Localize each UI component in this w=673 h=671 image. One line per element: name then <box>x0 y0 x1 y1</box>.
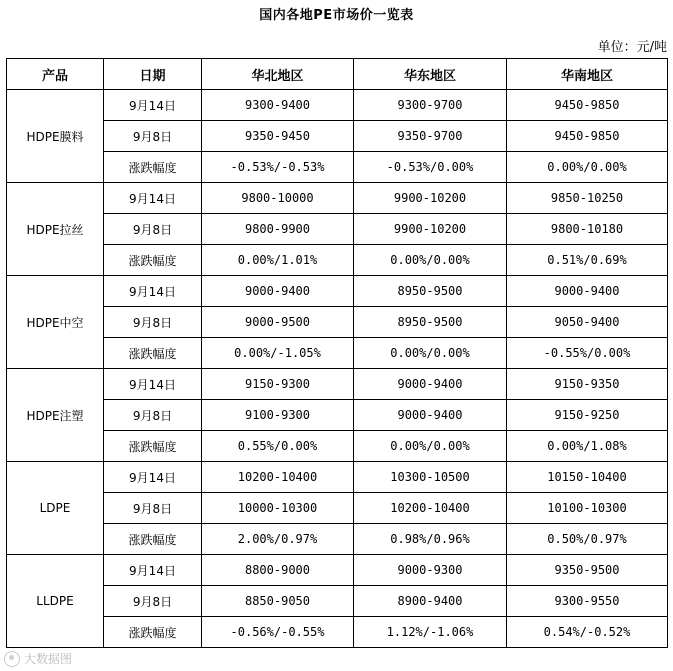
date-cell: 9月8日 <box>104 400 202 431</box>
south-price-cell: 9850-10250 <box>507 183 668 214</box>
date-cell: 9月8日 <box>104 307 202 338</box>
north-price-cell: 10000-10300 <box>202 493 354 524</box>
product-name-cell: HDPE膜料 <box>7 90 104 183</box>
east-price-cell: 9300-9700 <box>354 90 507 121</box>
east-price-cell: 0.98%/0.96% <box>354 524 507 555</box>
table-row <box>7 152 668 183</box>
table-row <box>7 214 668 245</box>
page-title: 国内各地PE市场价一览表 <box>259 8 414 23</box>
north-price-cell: 9100-9300 <box>202 400 354 431</box>
table-row <box>7 338 668 369</box>
north-price-cell: 9800-10000 <box>202 183 354 214</box>
north-price-cell: 0.55%/0.00% <box>202 431 354 462</box>
east-price-cell: 0.00%/0.00% <box>354 245 507 276</box>
date-cell: 9月14日 <box>104 369 202 400</box>
date-cell: 9月14日 <box>104 276 202 307</box>
south-price-cell: 9150-9250 <box>507 400 668 431</box>
table-row <box>7 617 668 648</box>
north-price-cell: -0.53%/-0.53% <box>202 152 354 183</box>
south-price-cell: 0.50%/0.97% <box>507 524 668 555</box>
date-cell: 涨跌幅度 <box>104 617 202 648</box>
east-price-cell: -0.53%/0.00% <box>354 152 507 183</box>
south-price-cell: 9800-10180 <box>507 214 668 245</box>
header-south: 华南地区 <box>507 59 668 90</box>
table-row <box>7 493 668 524</box>
date-cell: 9月14日 <box>104 555 202 586</box>
south-price-cell: 9050-9400 <box>507 307 668 338</box>
north-price-cell: 0.00%/-1.05% <box>202 338 354 369</box>
date-cell: 涨跌幅度 <box>104 431 202 462</box>
date-cell: 9月14日 <box>104 90 202 121</box>
price-table <box>6 58 668 648</box>
east-price-cell: 8950-9500 <box>354 307 507 338</box>
product-name-cell: LLDPE <box>7 555 104 648</box>
table-header-row <box>7 59 668 90</box>
table-row <box>7 245 668 276</box>
date-cell: 9月14日 <box>104 462 202 493</box>
table-row <box>7 400 668 431</box>
south-price-cell: 9350-9500 <box>507 555 668 586</box>
date-cell: 涨跌幅度 <box>104 152 202 183</box>
south-price-cell: 9000-9400 <box>507 276 668 307</box>
north-price-cell: 9150-9300 <box>202 369 354 400</box>
north-price-cell: 8800-9000 <box>202 555 354 586</box>
east-price-cell: 1.12%/-1.06% <box>354 617 507 648</box>
product-name-cell: HDPE拉丝 <box>7 183 104 276</box>
header-date: 日期 <box>104 59 202 90</box>
header-east: 华东地区 <box>354 59 507 90</box>
south-price-cell: 0.00%/0.00% <box>507 152 668 183</box>
east-price-cell: 10300-10500 <box>354 462 507 493</box>
date-cell: 9月8日 <box>104 586 202 617</box>
table-row <box>7 586 668 617</box>
east-price-cell: 8900-9400 <box>354 586 507 617</box>
east-price-cell: 9350-9700 <box>354 121 507 152</box>
east-price-cell: 9000-9300 <box>354 555 507 586</box>
product-name-cell: HDPE注塑 <box>7 369 104 462</box>
header-north: 华北地区 <box>202 59 354 90</box>
table-row <box>7 307 668 338</box>
east-price-cell: 8950-9500 <box>354 276 507 307</box>
product-name-cell: HDPE中空 <box>7 276 104 369</box>
south-price-cell: 9300-9550 <box>507 586 668 617</box>
east-price-cell: 9000-9400 <box>354 400 507 431</box>
date-cell: 9月8日 <box>104 121 202 152</box>
table-row <box>7 276 668 307</box>
north-price-cell: 9000-9500 <box>202 307 354 338</box>
table-row <box>7 431 668 462</box>
east-price-cell: 0.00%/0.00% <box>354 338 507 369</box>
north-price-cell: 9000-9400 <box>202 276 354 307</box>
watermark-icon <box>4 651 20 667</box>
product-name-cell: LDPE <box>7 462 104 555</box>
table-row <box>7 555 668 586</box>
north-price-cell: 2.00%/0.97% <box>202 524 354 555</box>
south-price-cell: 10100-10300 <box>507 493 668 524</box>
south-price-cell: 0.00%/1.08% <box>507 431 668 462</box>
date-cell: 涨跌幅度 <box>104 245 202 276</box>
unit-label: 单位：元/吨 <box>597 40 667 55</box>
south-price-cell: 9450-9850 <box>507 90 668 121</box>
east-price-cell: 10200-10400 <box>354 493 507 524</box>
east-price-cell: 9900-10200 <box>354 183 507 214</box>
table-row <box>7 524 668 555</box>
south-price-cell: 10150-10400 <box>507 462 668 493</box>
date-cell: 涨跌幅度 <box>104 524 202 555</box>
south-price-cell: 9450-9850 <box>507 121 668 152</box>
south-price-cell: 9150-9350 <box>507 369 668 400</box>
date-cell: 涨跌幅度 <box>104 338 202 369</box>
date-cell: 9月8日 <box>104 214 202 245</box>
date-cell: 9月14日 <box>104 183 202 214</box>
table-row <box>7 183 668 214</box>
east-price-cell: 9900-10200 <box>354 214 507 245</box>
north-price-cell: 8850-9050 <box>202 586 354 617</box>
table-row <box>7 121 668 152</box>
south-price-cell: 0.54%/-0.52% <box>507 617 668 648</box>
east-price-cell: 0.00%/0.00% <box>354 431 507 462</box>
north-price-cell: 10200-10400 <box>202 462 354 493</box>
north-price-cell: 9350-9450 <box>202 121 354 152</box>
north-price-cell: 0.00%/1.01% <box>202 245 354 276</box>
watermark-text: 大数据图 <box>24 652 73 666</box>
table-row <box>7 369 668 400</box>
table-row <box>7 90 668 121</box>
table-row <box>7 462 668 493</box>
north-price-cell: 9800-9900 <box>202 214 354 245</box>
north-price-cell: -0.56%/-0.55% <box>202 617 354 648</box>
north-price-cell: 9300-9400 <box>202 90 354 121</box>
date-cell: 9月8日 <box>104 493 202 524</box>
south-price-cell: -0.55%/0.00% <box>507 338 668 369</box>
header-product: 产品 <box>7 59 104 90</box>
south-price-cell: 0.51%/0.69% <box>507 245 668 276</box>
east-price-cell: 9000-9400 <box>354 369 507 400</box>
watermark <box>4 650 72 667</box>
